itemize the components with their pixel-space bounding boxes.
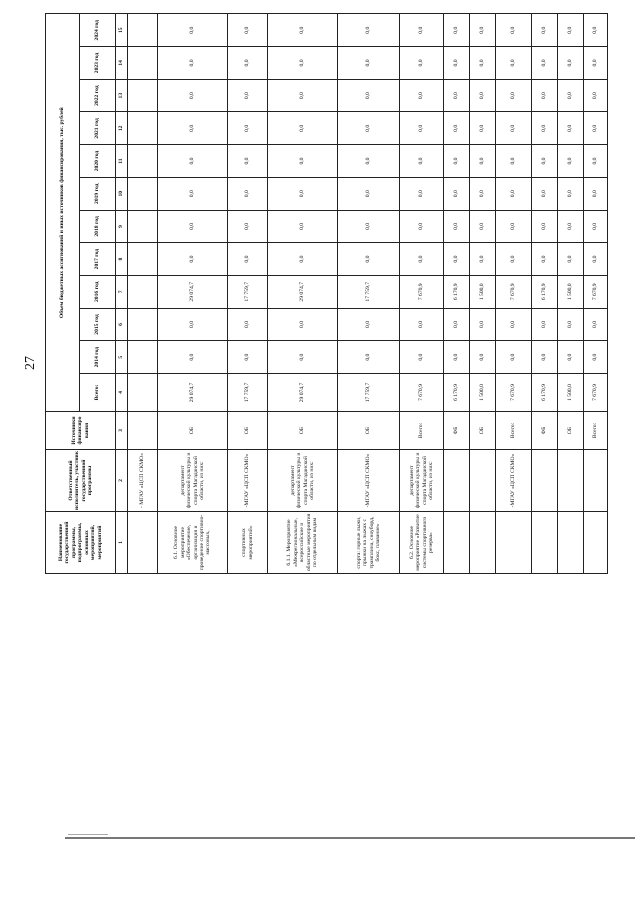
cell-year-value: 0,0 <box>470 243 496 276</box>
scan-edge-mark <box>68 834 108 835</box>
cell-year-value: 1 500,0 <box>470 275 496 308</box>
column-number: 10 <box>116 177 128 210</box>
cell-year-value: 0,0 <box>584 243 608 276</box>
cell-source: ОБ <box>268 412 338 450</box>
cell-year-value: 0,0 <box>444 177 470 210</box>
cell-name <box>444 512 470 574</box>
cell-year-value: 0,0 <box>558 243 584 276</box>
cell-total: 6 170,9 <box>444 374 470 412</box>
cell-name <box>470 512 496 574</box>
cell-year-value: 0,0 <box>268 79 338 112</box>
cell-name: 6.1.1. Мероприятие «Межрегиональные, всероссийские и областные мероприятия по отдельным видам <box>268 512 338 574</box>
cell-year-value: 0,0 <box>558 210 584 243</box>
cell-executor: -МГАУ «ЦСП СКМО» <box>496 450 532 512</box>
cell-year-value: 6 170,9 <box>532 275 558 308</box>
cell-source: Всего: <box>496 412 532 450</box>
cell-year-value: 0,0 <box>338 341 400 374</box>
cell-year-value: 0,0 <box>532 243 558 276</box>
cell-year-value <box>128 341 158 374</box>
cell-year-value <box>128 14 158 47</box>
cell-year-value: 0,0 <box>158 14 228 47</box>
cell-year-value: 0,0 <box>584 177 608 210</box>
cell-year-value: 0,0 <box>228 308 268 341</box>
scan-edge-line <box>65 837 635 839</box>
cell-year-value <box>128 177 158 210</box>
cell-year-value: 0,0 <box>444 79 470 112</box>
cell-year-value: 0,0 <box>532 341 558 374</box>
header-year: 2022 год <box>80 79 116 112</box>
cell-source: Всего: <box>400 412 444 450</box>
cell-year-value: 0,0 <box>158 177 228 210</box>
cell-year-value: 0,0 <box>158 341 228 374</box>
cell-year-value: 0,0 <box>470 341 496 374</box>
header-total: Всего: <box>80 374 116 412</box>
cell-year-value: 0,0 <box>338 177 400 210</box>
cell-year-value: 0,0 <box>558 112 584 145</box>
cell-year-value: 0,0 <box>400 177 444 210</box>
cell-executor: департамент физической культуры и спорта Магаданской области, из них: <box>268 450 338 512</box>
cell-year-value: 0,0 <box>470 79 496 112</box>
cell-year-value: 0,0 <box>532 112 558 145</box>
cell-year-value: 0,0 <box>228 145 268 178</box>
table-row <box>470 14 496 574</box>
cell-source: ФБ <box>444 412 470 450</box>
cell-year-value: 0,0 <box>584 210 608 243</box>
cell-year-value: 0,0 <box>158 145 228 178</box>
cell-executor: -МГАУ «ЦСП СКМО» <box>228 450 268 512</box>
cell-year-value: 17 759,7 <box>338 275 400 308</box>
cell-year-value: 0,0 <box>158 79 228 112</box>
header-source: Источники финансиро вания <box>46 412 116 450</box>
cell-year-value: 0,0 <box>338 47 400 80</box>
header-year: 2020 год <box>80 145 116 178</box>
column-number: 13 <box>116 79 128 112</box>
table-row <box>338 14 400 574</box>
cell-year-value: 0,0 <box>496 243 532 276</box>
cell-name: спортивных мероприятий» <box>228 512 268 574</box>
cell-year-value: 0,0 <box>496 308 532 341</box>
column-number: 12 <box>116 112 128 145</box>
cell-year-value: 0,0 <box>532 145 558 178</box>
budget-table <box>45 13 608 574</box>
cell-year-value: 0,0 <box>400 243 444 276</box>
cell-year-value: 0,0 <box>532 210 558 243</box>
cell-executor <box>584 450 608 512</box>
table-row <box>584 14 608 574</box>
cell-total: 7 670,9 <box>496 374 532 412</box>
cell-year-value: 0,0 <box>584 79 608 112</box>
cell-name: 6.2. Основное мероприятие «Развитие системы спортивного резерва» <box>400 512 444 574</box>
cell-total: 1 500,0 <box>558 374 584 412</box>
cell-year-value: 0,0 <box>400 79 444 112</box>
cell-year-value: 0,0 <box>470 14 496 47</box>
header-year: 2014 год <box>80 341 116 374</box>
cell-name <box>558 512 584 574</box>
cell-total: 7 670,9 <box>400 374 444 412</box>
cell-year-value <box>128 308 158 341</box>
cell-name <box>496 512 532 574</box>
cell-total: 17 759,7 <box>228 374 268 412</box>
column-number: 11 <box>116 145 128 178</box>
cell-year-value: 0,0 <box>268 47 338 80</box>
cell-year-value: 0,0 <box>268 210 338 243</box>
cell-year-value: 0,0 <box>228 341 268 374</box>
cell-source: ОБ <box>338 412 400 450</box>
cell-source: Всего: <box>584 412 608 450</box>
cell-source: ОБ <box>558 412 584 450</box>
cell-executor: департамент физической культуры и спорта Магаданской области, из них: <box>400 450 444 512</box>
page-number: 27 <box>23 356 38 370</box>
cell-year-value: 0,0 <box>496 145 532 178</box>
table-row <box>532 14 558 574</box>
cell-year-value: 0,0 <box>584 145 608 178</box>
cell-year-value: 0,0 <box>496 79 532 112</box>
column-number: 4 <box>116 374 128 412</box>
cell-year-value: 0,0 <box>470 210 496 243</box>
cell-year-value: 0,0 <box>338 79 400 112</box>
cell-year-value: 0,0 <box>338 308 400 341</box>
rotated-table-container <box>45 14 599 574</box>
cell-year-value: 0,0 <box>470 145 496 178</box>
cell-total: 7 670,9 <box>584 374 608 412</box>
column-number: 14 <box>116 47 128 80</box>
cell-year-value: 0,0 <box>584 308 608 341</box>
column-number: 8 <box>116 243 128 276</box>
cell-executor: департамент физической культуры и спорта Магаданской области, из них: <box>158 450 228 512</box>
header-year: 2015 год <box>80 308 116 341</box>
cell-year-value: 0,0 <box>470 112 496 145</box>
table-row <box>128 14 158 574</box>
cell-year-value: 0,0 <box>228 112 268 145</box>
cell-year-value: 0,0 <box>158 47 228 80</box>
header-name: Наименование государственной программы, подпрограммы, основных мероприятий, мероприятий <box>46 512 116 574</box>
column-number: 3 <box>116 412 128 450</box>
cell-name <box>128 512 158 574</box>
cell-year-value: 0,0 <box>228 243 268 276</box>
cell-total: 1 500,0 <box>470 374 496 412</box>
cell-year-value: 0,0 <box>268 14 338 47</box>
cell-executor: -МГАУ «ЦСП СКМО» <box>338 450 400 512</box>
cell-year-value <box>128 112 158 145</box>
header-year: 2021 год <box>80 112 116 145</box>
cell-year-value: 0,0 <box>400 14 444 47</box>
cell-year-value: 0,0 <box>400 341 444 374</box>
cell-year-value: 0,0 <box>338 14 400 47</box>
cell-year-value: 0,0 <box>496 47 532 80</box>
cell-year-value: 0,0 <box>338 112 400 145</box>
cell-name: 6.1. Основное мероприятие «Обеспечение, организация и проведение спортивно-массовых, <box>158 512 228 574</box>
header-year: 2018 год <box>80 210 116 243</box>
cell-year-value: 7 670,9 <box>496 275 532 308</box>
cell-name <box>584 512 608 574</box>
cell-year-value: 0,0 <box>532 177 558 210</box>
cell-executor <box>470 450 496 512</box>
table-row <box>444 14 470 574</box>
cell-year-value: 0,0 <box>558 145 584 178</box>
column-number: 9 <box>116 210 128 243</box>
cell-year-value: 0,0 <box>400 47 444 80</box>
cell-year-value: 0,0 <box>158 210 228 243</box>
cell-year-value: 0,0 <box>228 177 268 210</box>
cell-year-value: 0,0 <box>584 341 608 374</box>
cell-year-value: 0,0 <box>338 145 400 178</box>
cell-year-value: 0,0 <box>400 112 444 145</box>
table-row <box>228 14 268 574</box>
header-year: 2019 год <box>80 177 116 210</box>
cell-year-value <box>128 79 158 112</box>
cell-year-value: 7 670,9 <box>400 275 444 308</box>
cell-year-value: 0,0 <box>558 341 584 374</box>
cell-source: ОБ <box>158 412 228 450</box>
cell-source: ОБ <box>228 412 268 450</box>
cell-year-value: 7 670,9 <box>584 275 608 308</box>
cell-year-value: 0,0 <box>584 112 608 145</box>
cell-year-value: 0,0 <box>470 177 496 210</box>
cell-executor <box>558 450 584 512</box>
cell-total: 6 170,9 <box>532 374 558 412</box>
cell-year-value: 0,0 <box>158 308 228 341</box>
cell-year-value <box>128 275 158 308</box>
cell-year-value: 0,0 <box>400 308 444 341</box>
cell-name <box>532 512 558 574</box>
cell-year-value: 17 759,7 <box>228 275 268 308</box>
cell-year-value <box>128 47 158 80</box>
cell-year-value: 0,0 <box>532 14 558 47</box>
cell-total: 29 074,7 <box>158 374 228 412</box>
table-row <box>268 14 338 574</box>
cell-year-value: 0,0 <box>158 243 228 276</box>
cell-executor: - МГАУ «ЦСП СКМО» <box>128 450 158 512</box>
cell-total: 29 074,7 <box>268 374 338 412</box>
cell-source: ФБ <box>532 412 558 450</box>
cell-year-value: 0,0 <box>228 14 268 47</box>
cell-year-value: 0,0 <box>496 341 532 374</box>
cell-year-value: 0,0 <box>584 14 608 47</box>
cell-year-value: 0,0 <box>558 308 584 341</box>
header-year: 2024 год <box>80 14 116 47</box>
cell-year-value: 0,0 <box>584 47 608 80</box>
cell-year-value: 0,0 <box>496 177 532 210</box>
header-year: 2017 год <box>80 243 116 276</box>
table-row <box>400 14 444 574</box>
cell-year-value: 0,0 <box>158 112 228 145</box>
cell-year-value: 0,0 <box>444 145 470 178</box>
table-row <box>496 14 532 574</box>
cell-year-value: 0,0 <box>558 79 584 112</box>
cell-year-value: 0,0 <box>228 47 268 80</box>
cell-source <box>128 412 158 450</box>
cell-year-value: 0,0 <box>268 112 338 145</box>
cell-year-value: 0,0 <box>496 112 532 145</box>
cell-year-value: 0,0 <box>338 243 400 276</box>
cell-name: спорта: горные лыжи, прыжки на лыжах с трамплина, сноуборд, бокс, плавание» <box>338 512 400 574</box>
cell-year-value: 29 074,7 <box>158 275 228 308</box>
cell-year-value: 29 074,7 <box>268 275 338 308</box>
cell-year-value: 0,0 <box>444 47 470 80</box>
cell-year-value: 0,0 <box>532 47 558 80</box>
cell-source: ОБ <box>470 412 496 450</box>
cell-year-value: 0,0 <box>470 47 496 80</box>
header-year: 2023 год <box>80 47 116 80</box>
cell-year-value: 0,0 <box>228 79 268 112</box>
cell-year-value: 0,0 <box>444 308 470 341</box>
cell-year-value: 0,0 <box>558 14 584 47</box>
table-row <box>558 14 584 574</box>
cell-year-value: 0,0 <box>268 341 338 374</box>
column-number: 6 <box>116 308 128 341</box>
cell-year-value: 0,0 <box>228 210 268 243</box>
table-row <box>158 14 228 574</box>
cell-total <box>128 374 158 412</box>
cell-year-value: 0,0 <box>268 145 338 178</box>
cell-year-value: 0,0 <box>268 308 338 341</box>
cell-year-value: 0,0 <box>444 14 470 47</box>
cell-year-value: 0,0 <box>444 243 470 276</box>
cell-total: 17 759,7 <box>338 374 400 412</box>
column-number: 5 <box>116 341 128 374</box>
cell-year-value: 6 170,9 <box>444 275 470 308</box>
cell-year-value: 0,0 <box>444 210 470 243</box>
cell-year-value: 0,0 <box>496 14 532 47</box>
header-executor: Ответственный исполнитель, участник государственной программы <box>46 450 116 512</box>
cell-year-value <box>128 145 158 178</box>
column-number: 15 <box>116 14 128 47</box>
cell-executor <box>532 450 558 512</box>
cell-year-value <box>128 210 158 243</box>
cell-year-value: 0,0 <box>558 177 584 210</box>
column-number: 1 <box>116 512 128 574</box>
cell-year-value: 0,0 <box>268 177 338 210</box>
cell-year-value: 0,0 <box>444 112 470 145</box>
cell-executor <box>444 450 470 512</box>
cell-year-value: 0,0 <box>496 210 532 243</box>
cell-year-value: 0,0 <box>268 243 338 276</box>
cell-year-value: 0,0 <box>558 47 584 80</box>
cell-year-value: 0,0 <box>400 145 444 178</box>
cell-year-value: 0,0 <box>400 210 444 243</box>
cell-year-value: 0,0 <box>470 308 496 341</box>
header-year: 2016 год <box>80 275 116 308</box>
cell-year-value: 0,0 <box>532 308 558 341</box>
cell-year-value: 0,0 <box>532 79 558 112</box>
cell-year-value: 0,0 <box>444 341 470 374</box>
cell-year-value <box>128 243 158 276</box>
column-number: 7 <box>116 275 128 308</box>
header-volume: Объем бюджетных ассигнований и иных источников финансирования, тыс. рублей <box>46 14 80 412</box>
cell-year-value: 0,0 <box>338 210 400 243</box>
column-number: 2 <box>116 450 128 512</box>
cell-year-value: 1 500,0 <box>558 275 584 308</box>
